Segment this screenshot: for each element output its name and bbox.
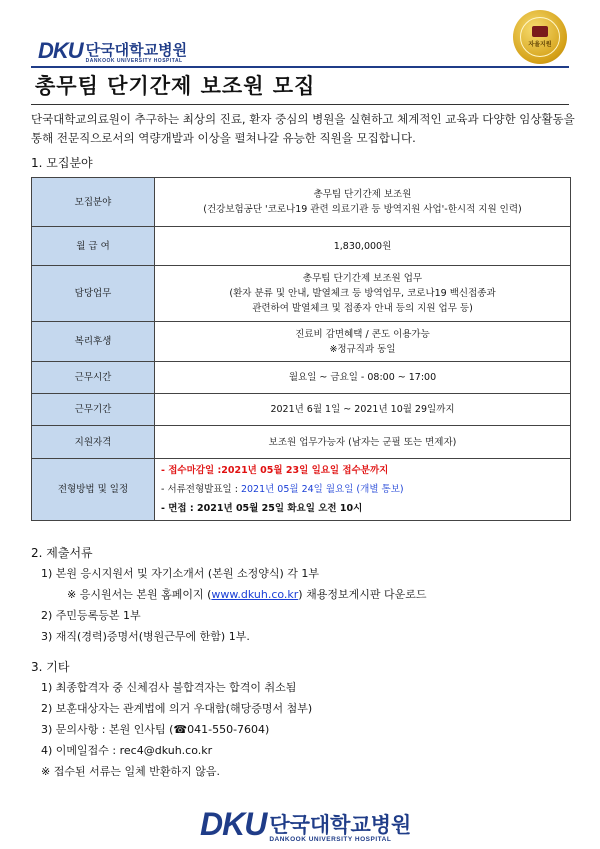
logo-english-name: DANKOOK UNIVERSITY HOSPITAL <box>269 836 392 843</box>
interview-line: - 면접 : 2021년 05월 25일 화요일 오전 10시 <box>161 503 363 514</box>
certification-seal-icon <box>513 10 567 64</box>
row-value <box>155 266 571 322</box>
row-header: 담당업무 <box>32 266 155 322</box>
page-title: 총무팀 단기간제 보조원 모집 <box>35 74 316 98</box>
etc-list <box>41 677 312 782</box>
section-heading-etc: 3. 기타 <box>31 660 70 674</box>
list-item: 2) 주민등록등본 1부 <box>41 609 141 622</box>
table-row <box>32 227 571 266</box>
row-value <box>155 322 571 362</box>
recruitment-table <box>31 177 571 521</box>
book-icon <box>532 26 548 37</box>
homepage-link[interactable]: www.dkuh.co.kr <box>211 588 299 601</box>
logo-mark: DKU <box>38 38 83 63</box>
welfare-line: 진료비 감면혜택 / 콘도 이용가능 <box>295 328 430 340</box>
list-item: 4) 이메일접수 : rec4@dkuh.co.kr <box>41 744 213 757</box>
duty-line: 총무팀 단기간제 보조원 업무 <box>302 273 423 284</box>
row-header: 월 급 여 <box>32 227 155 266</box>
section-heading-recruitment: 1. 모집분야 <box>31 156 93 170</box>
result-line <box>161 480 569 499</box>
documents-list <box>41 563 426 647</box>
list-item: 1) 최종합격자 중 신체검사 불합격자는 합격이 취소됨 <box>41 681 297 694</box>
seal-label: 자율지원 <box>528 41 552 48</box>
row-header: 전형방법 및 일정 <box>32 459 155 521</box>
logo-korean-name: 단국대학교병원 <box>85 41 188 59</box>
title-top-rule <box>31 66 569 68</box>
row-value <box>155 459 571 521</box>
table-row <box>32 266 571 322</box>
section-heading-documents: 2. 제출서류 <box>31 546 93 560</box>
row-value: 1,830,000원 <box>155 227 571 266</box>
table-row <box>32 322 571 362</box>
row-header: 모집분야 <box>32 178 155 227</box>
table-row <box>32 426 571 459</box>
row-value: 보조원 업무가능자 (남자는 군필 또는 면제자) <box>155 426 571 459</box>
hospital-logo-bottom <box>200 806 411 843</box>
duty-line: (환자 분류 및 안내, 발열체크 등 방역업무, 코로나19 백신접종과 <box>229 288 496 299</box>
logo-english-name: DANKOOK UNIVERSITY HOSPITAL <box>85 58 183 64</box>
list-item: 1) 본원 응시지원서 및 자기소개서 (본원 소정양식) 각 1부 <box>41 567 319 580</box>
row-value: 2021년 6월 1일 ~ 2021년 10월 29일까지 <box>155 394 571 426</box>
list-item: 2) 보훈대상자는 관계법에 의거 우대함(해당증명서 첨부) <box>41 702 313 715</box>
list-item: 3) 재직(경력)증명서(병원근무에 한함) 1부. <box>41 630 250 643</box>
duty-line: 관련하여 발열체크 및 접종자 안내 등의 지원 업무 등) <box>252 303 473 314</box>
table-row <box>32 394 571 426</box>
list-item <box>41 584 426 605</box>
row-value: 월요일 ~ 금요일 - 08:00 ~ 17:00 <box>155 362 571 394</box>
table-row <box>32 178 571 227</box>
table-row <box>32 459 571 521</box>
logo-korean-name: 단국대학교병원 <box>269 813 412 837</box>
table-row <box>32 362 571 394</box>
result-prefix: - 서류전형발표일 : <box>161 484 241 495</box>
list-item: 3) 문의사항 : 본원 인사팀 (☎041-550-7604) <box>41 723 270 736</box>
note-prefix: ※ 응시원서는 본원 홈페이지 ( <box>67 588 212 601</box>
row-header: 지원자격 <box>32 426 155 459</box>
hospital-logo-top <box>38 38 187 64</box>
row-header: 복리후생 <box>32 322 155 362</box>
row-value <box>155 178 571 227</box>
field-line: 총무팀 단기간제 보조원 <box>313 189 412 200</box>
row-header: 근무시간 <box>32 362 155 394</box>
intro-paragraph: 단국대학교의료원이 추구하는 최상의 진료, 환자 중심의 병원을 실현하고 체계적인 교육과 다양한 임상활동을 통해 전문직으로서의 역량개발과 이상을 펼쳐나갈 유능한 직원을 모집합니다. <box>31 112 575 145</box>
field-line: (건강보험공단 '코로나19 관련 의료기관 등 방역지원 사업'-한시적 지원 인력) <box>203 204 522 215</box>
note-suffix: ) 채용정보게시판 다운로드 <box>298 588 427 601</box>
deadline-line: - 접수마감일 :2021년 05월 23일 일요일 접수분까지 <box>161 465 389 476</box>
title-bottom-rule <box>31 104 569 105</box>
list-item: ※ 접수된 서류는 일체 반환하지 않음. <box>41 765 220 778</box>
welfare-line: ※정규직과 동일 <box>329 343 396 355</box>
row-header: 근무기간 <box>32 394 155 426</box>
logo-mark: DKU <box>200 806 267 842</box>
result-date: 2021년 05월 24일 월요일 (개별 통보) <box>240 484 404 495</box>
